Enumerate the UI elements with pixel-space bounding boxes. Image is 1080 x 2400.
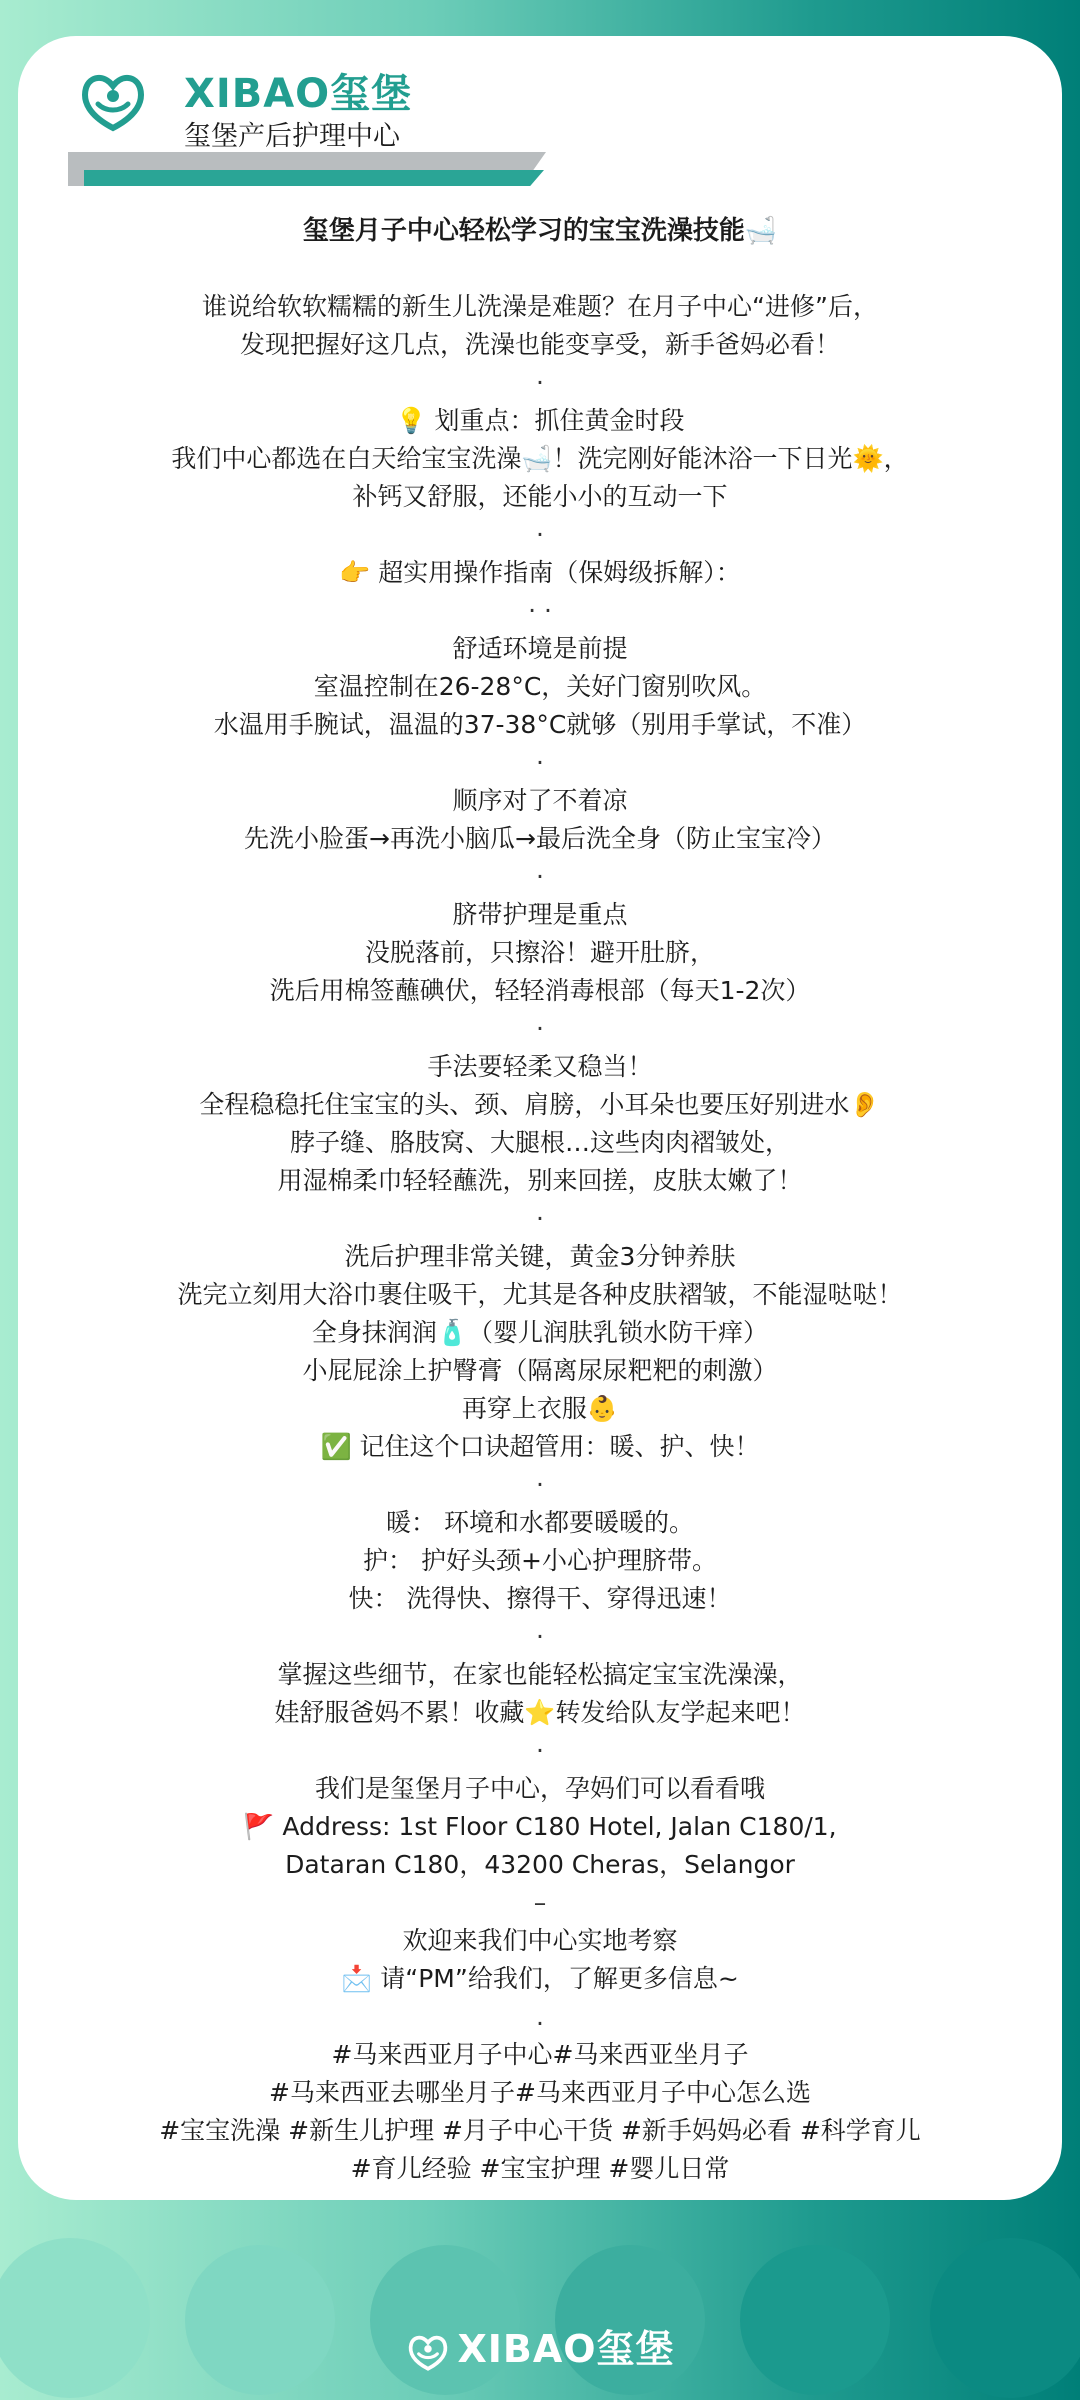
article-line: 舒适环境是前提 (452, 634, 628, 663)
article-line: 全身抹润润🧴（婴儿润肤乳锁水防干痒） (311, 1318, 769, 1347)
article-line: 顺序对了不着凉 (452, 786, 628, 815)
article-line: 我们是玺堡月子中心，孕妈们可以看看哦 (314, 1774, 765, 1803)
separator: · (536, 862, 544, 891)
brand-subtitle: 玺堡产后护理中心 (184, 121, 400, 152)
article-line: 手法要轻柔又稳当！ (427, 1052, 653, 1081)
article-line: ✅ 记住这个口诀超管用：暖、护、快！ (320, 1432, 760, 1461)
footer-brand-name: XIBAO玺堡 (457, 2327, 675, 2371)
article-line: 洗后护理非常关键，黄金3分钟养肤 (344, 1242, 736, 1271)
separator: . (536, 2002, 544, 2031)
separator: · (536, 520, 544, 549)
separator: · (536, 1470, 544, 1499)
article-line: 水温用手腕试，温温的37-38°C就够（别用手掌试，不准） (213, 710, 867, 739)
separator: – (533, 1888, 547, 1917)
brand-name: XIBAO玺堡 (184, 71, 413, 117)
separator: · (536, 748, 544, 777)
footer-brand (0, 2318, 1080, 2375)
article-line: 📩 请“PM”给我们，了解更多信息~ (341, 1964, 739, 1993)
article-line: 全程稳稳托住宝宝的头、颈、肩膀，小耳朵也要压好别进水👂 (199, 1090, 881, 1119)
article-line: 护： 护好头颈+小心护理脐带。 (363, 1546, 717, 1575)
article-line: 洗完立刻用大浴巾裹住吸干，尤其是各种皮肤褶皱，不能湿哒哒！ (177, 1280, 903, 1309)
article-line: 小屁屁涂上护臀膏（隔离尿尿粑粑的刺激） (302, 1356, 778, 1385)
article-line: #宝宝洗澡 #新生儿护理 #月子中心干货 #新手妈妈必看 #科学育儿 (159, 2116, 921, 2145)
article-line: 再穿上衣服👶 (461, 1394, 619, 1423)
article-line: #育儿经验 #宝宝护理 #婴儿日常 (350, 2154, 730, 2183)
separator: · · (528, 596, 552, 625)
article-line: #马来西亚去哪坐月子#马来西亚月子中心怎么选 (269, 2078, 811, 2107)
article-line: 先洗小脸蛋→再洗小脑瓜→最后洗全身（防止宝宝冷） (244, 824, 836, 853)
article-line: 洗后用棉签蘸碘伏，轻轻消毒根部（每天1-2次） (269, 976, 811, 1005)
article-line: 发现把握好这几点，洗澡也能变享受，新手爸妈必看！ (239, 330, 840, 359)
separator: · (536, 1622, 544, 1651)
separator: · (536, 1014, 544, 1043)
article-line: 室温控制在26-28°C，关好门窗别吹风。 (313, 672, 767, 701)
separator: · (536, 1204, 544, 1233)
article-line: 娃舒服爸妈不累！收藏⭐转发给队友学起来吧！ (274, 1698, 806, 1727)
article-line: #马来西亚月子中心#马来西亚坐月子 (331, 2040, 749, 2069)
article-line: Dataran C180，43200 Cheras，Selangor (285, 1850, 795, 1879)
article-title: 玺堡月子中心轻松学习的宝宝洗澡技能🛁 (302, 216, 778, 246)
separator: · (536, 1736, 544, 1765)
article-line: 没脱落前，只擦浴！避开肚脐， (364, 938, 715, 967)
article-line: 快： 洗得快、擦得干、穿得迅速！ (348, 1584, 732, 1613)
article-line: 🚩 Address: 1st Floor C180 Hotel, Jalan C180/1, (243, 1812, 837, 1841)
article-line: 暖： 环境和水都要暖暖的。 (386, 1508, 694, 1537)
article-line: 👉 超实用操作指南（保姆级拆解）： (339, 558, 741, 587)
article-line: 补钙又舒服，还能小小的互动一下 (352, 482, 728, 511)
brand-logo-icon (76, 64, 150, 138)
article-line: 脖子缝、胳肢窝、大腿根…这些肉肉褶皱处， (289, 1128, 790, 1157)
separator: · (536, 368, 544, 397)
header-strip-teal (84, 170, 544, 186)
article-line: 我们中心都选在白天给宝宝洗澡🛁！洗完刚好能沐浴一下日光🌞， (171, 444, 909, 473)
article-line: 💡 划重点：抓住黄金时段 (395, 406, 685, 435)
article-line: 谁说给软软糯糯的新生儿洗澡是难题？在月子中心“进修”后， (202, 292, 878, 321)
article-line: 掌握这些细节，在家也能轻松搞定宝宝洗澡澡， (277, 1660, 803, 1689)
article-line: 脐带护理是重点 (452, 900, 628, 929)
footer-logo-icon (405, 2329, 451, 2375)
article-line: 欢迎来我们中心实地考察 (402, 1926, 678, 1955)
article-body (70, 212, 1010, 2188)
article-line: 用湿棉柔巾轻轻蘸洗，别来回搓，皮肤太嫩了！ (277, 1166, 803, 1195)
